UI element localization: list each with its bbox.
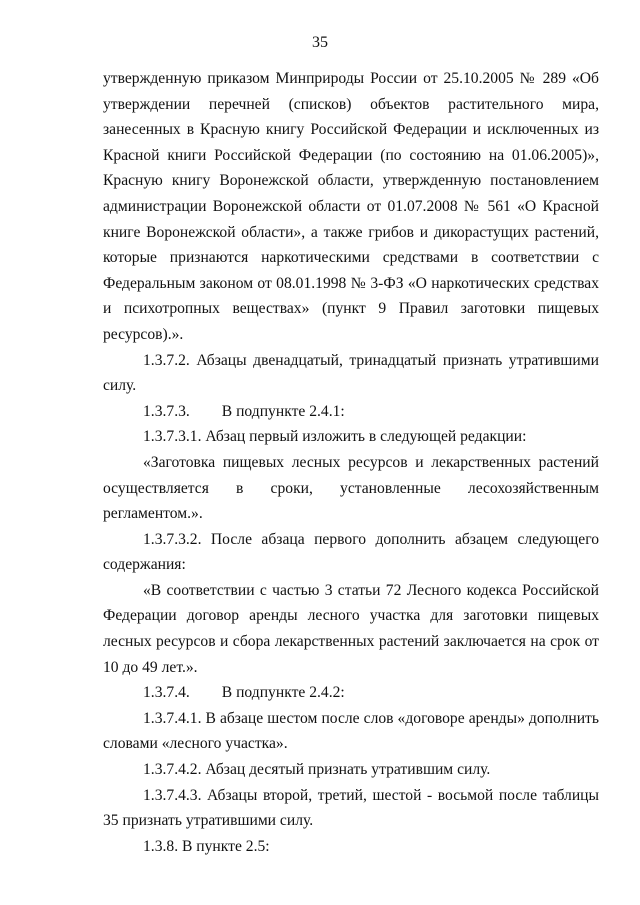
paragraph-1-3-7-4-3: 1.3.7.4.3. Абзацы второй, третий, шестой - восьмой после таблицы 35 признать утратившими силу. [103,786,599,830]
document-body [103,66,599,859]
clause-text: В подпункте 2.4.2: [221,684,345,702]
clause-number: 1.3.7.4. [143,684,190,702]
paragraph-1-3-7-3-1: 1.3.7.3.1. Абзац первый изложить в следующей редакции: [143,428,527,446]
paragraph-1-3-8: 1.3.8. В пункте 2.5: [143,837,270,855]
paragraph-1-3-7-3-2: 1.3.7.3.2. После абзаца первого дополнить абзацем следующего содержания: [103,530,599,574]
paragraph-1-3-7-2: 1.3.7.2. Абзацы двенадцатый, тринадцатый признать утратившими силу. [103,351,599,395]
paragraph-quote-lease-term: «В соответствии с частью 3 статьи 72 Лесного кодекса Российской Федерации договор аренды лесного участка для заготовки пищевых лесных ресурсов и сбора лекарственных растений заключается на срок от 10 до 49 лет.». [103,581,599,676]
paragraph-1-3-7-3 [103,399,599,425]
clause-text: В подпункте 2.4.1: [221,402,345,420]
clause-number: 1.3.7.3. [143,402,190,420]
paragraph-quote-harvesting-terms: «Заготовка пищевых лесных ресурсов и лекарственных растений осуществляется в сроки, установленные лесохозяйственным регламентом.». [103,453,599,523]
paragraph-continuation: утвержденную приказом Минприроды России от 25.10.2005 № 289 «Об утверждении перечней (списков) объектов растительного мира, занесенных в Красную книгу Российской Федерации и исключенных из Красной книги Российской Федерации (по состоянию на 01.06.2005)», Красную книгу Воронежской области, утвержденную постановлением администрации Воронежской области от 01.07.2008 № 561 «О Красной книге Воронежской области», а также грибов и дикорастущих растений, которые признаются наркотическими средствами в соответствии с Федеральным законом от 08.01.1998 № 3-ФЗ «О наркотических средствах и психотропных веществах» (пункт 9 Правил заготовки пищевых ресурсов).». [103,70,599,343]
paragraph-1-3-7-4-2: 1.3.7.4.2. Абзац десятый признать утратившим силу. [143,761,491,779]
page-number: 35 [312,34,328,51]
paragraph-1-3-7-4-1: 1.3.7.4.1. В абзаце шестом после слов «договоре аренды» дополнить словами «лесного участка». [103,709,599,753]
paragraph-1-3-7-4 [103,680,599,706]
